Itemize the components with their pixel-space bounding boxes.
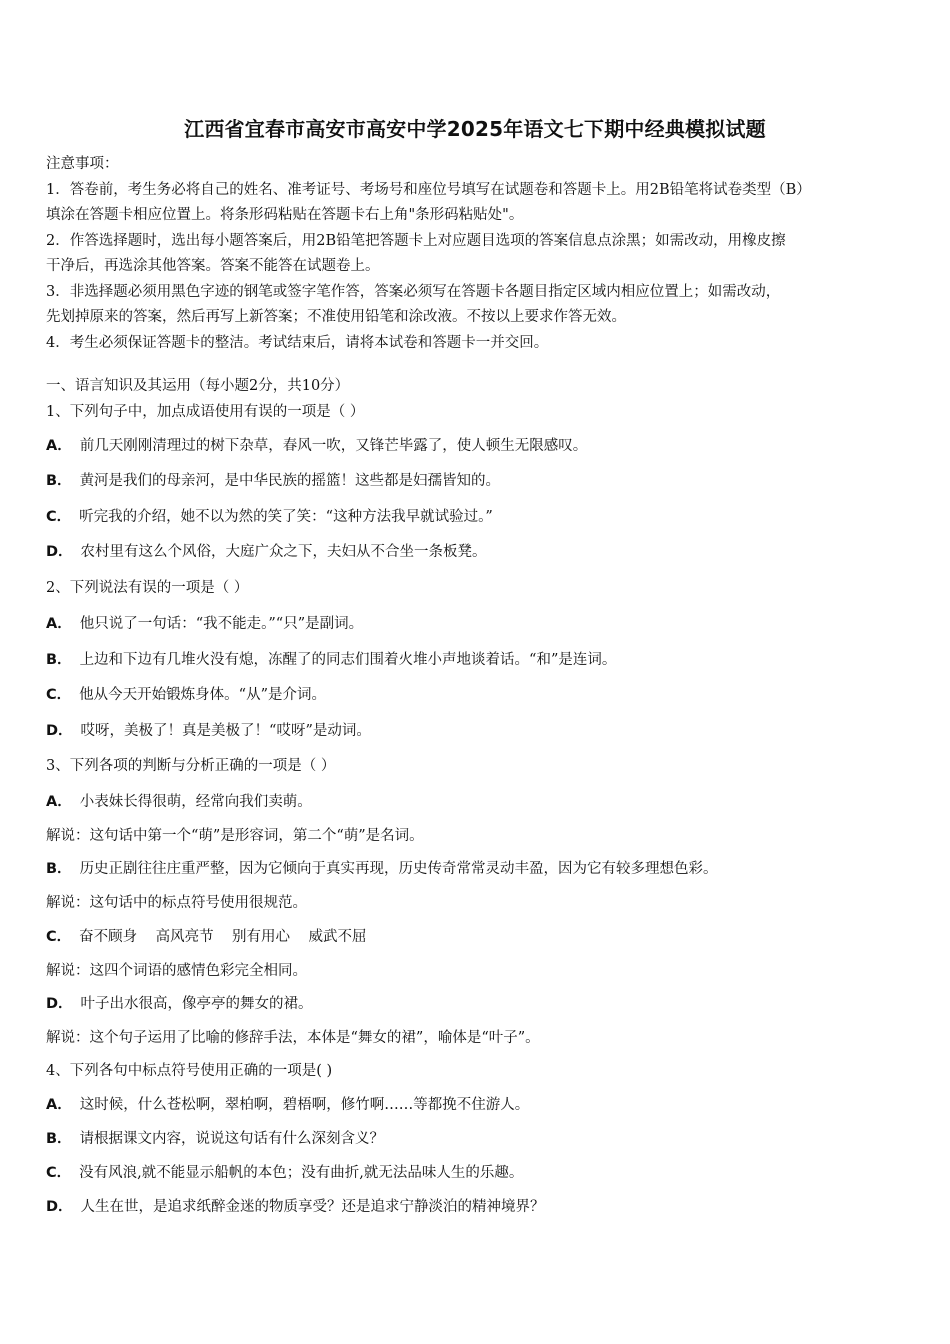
option-b: [46, 469, 500, 490]
option-c: [46, 683, 326, 704]
page-title: 江西省宜春市高安市高安中学2025年语文七下期中经典模拟试题: [184, 117, 766, 141]
option-c: [46, 925, 366, 946]
option-letter: B．: [46, 861, 72, 877]
option-text: 奋不顾身 高风亮节 别有用心 威武不屈: [79, 929, 367, 945]
option-d: [46, 992, 313, 1013]
option-text: 上边和下边有几堆火没有熄，冻醒了的同志们围着火堆小声地谈着话。“和”是连词。: [79, 652, 617, 668]
option-letter: C．: [46, 1165, 72, 1181]
option-text: 他从今天开始锻炼身体。“从”是介词。: [79, 687, 326, 703]
option-letter: A．: [46, 616, 72, 632]
option-letter: A．: [46, 1097, 72, 1113]
option-b: [46, 648, 616, 669]
option-text: 听完我的介绍，她不以为然的笑了笑：“这种方法我早就试验过。”: [79, 509, 493, 525]
notice-line: 4．考生必须保证答题卡的整洁。考试结束后，请将本试卷和答题卡一并交回。: [46, 334, 549, 351]
question-stem: 4、下列各句中标点符号使用正确的一项是( ): [46, 1063, 333, 1079]
option-d: [46, 719, 371, 740]
option-text: 请根据课文内容，说说这句话有什么深刻含义？: [79, 1131, 385, 1147]
question-stem: 3、下列各项的判断与分析正确的一项是（ ）: [46, 758, 336, 774]
option-letter: D．: [46, 996, 73, 1012]
option-letter: A．: [46, 438, 72, 454]
option-text: 哎呀，美极了！真是美极了！“哎呀”是动词。: [80, 723, 371, 739]
option-note: 解说：这四个词语的感情色彩完全相同。: [46, 963, 307, 979]
option-a: [46, 612, 363, 633]
option-a: [46, 790, 312, 811]
option-note: 解说：这个句子运用了比喻的修辞手法，本体是“舞女的裙”，喻体是“叶子”。: [46, 1030, 540, 1046]
option-letter: D．: [46, 1199, 73, 1215]
option-b: [46, 857, 718, 878]
notice-line: 1．答卷前，考生务必将自己的姓名、准考证号、考场号和座位号填写在试题卷和答题卡上。用2B铅笔将试卷类型（B）: [46, 181, 811, 198]
notice-line: 3．非选择题必须用黑色字迹的钢笔或签字笔作答，答案必须写在答题卡各题目指定区域内相应位置上；如需改动，: [46, 283, 781, 300]
option-letter: C．: [46, 687, 72, 703]
option-a: [46, 1093, 529, 1114]
option-text: 历史正剧往往庄重严整，因为它倾向于真实再现，历史传奇常常灵动丰盈，因为它有较多理想色彩。: [79, 861, 718, 877]
option-letter: D．: [46, 544, 73, 560]
option-letter: A．: [46, 794, 72, 810]
notice-block: [46, 152, 906, 356]
option-text: 这时候，什么苍松啊，翠柏啊，碧梧啊，修竹啊……等都挽不住游人。: [79, 1097, 530, 1113]
option-letter: C．: [46, 929, 72, 945]
option-c: [46, 1161, 523, 1182]
notice-line: 2．作答选择题时，选出每小题答案后，用2B铅笔把答题卡上对应题目选项的答案信息点涂黑；如需改动，用橡皮擦: [46, 232, 786, 249]
option-note: 解说：这句话中第一个“萌”是形容词，第二个“萌”是名词。: [46, 828, 424, 844]
notice-heading: 注意事项：: [46, 156, 119, 172]
question-stem: 2、下列说法有误的一项是（ ）: [46, 580, 249, 596]
option-text: 人生在世，是追求纸醉金迷的物质享受？还是追求宁静淡泊的精神境界？: [80, 1199, 545, 1215]
notice-line: 填涂在答题卡相应位置上。将条形码粘贴在答题卡右上角"条形码粘贴处"。: [46, 207, 524, 223]
option-letter: B．: [46, 473, 72, 489]
option-a: [46, 434, 587, 455]
question-stem: 1、下列句子中，加点成语使用有误的一项是（ ）: [46, 404, 365, 420]
option-c: [46, 505, 493, 526]
option-text: 黄河是我们的母亲河，是中华民族的摇篮！这些都是妇孺皆知的。: [79, 473, 501, 489]
option-letter: B．: [46, 652, 72, 668]
option-text: 他只说了一句话：“我不能走。”“只”是副词。: [79, 616, 364, 632]
option-text: 小表妹长得很萌，经常向我们卖萌。: [79, 794, 312, 810]
option-text: 前几天刚刚清理过的树下杂草，春风一吹，又锋芒毕露了，使人顿生无限感叹。: [79, 438, 588, 454]
option-b: [46, 1127, 384, 1148]
option-text: 没有风浪,就不能显示船帆的本色；没有曲折,就无法品味人生的乐趣。: [79, 1165, 524, 1181]
notice-line: 先划掉原来的答案，然后再写上新答案；不准使用铅笔和涂改液。不按以上要求作答无效。: [46, 309, 626, 325]
option-letter: B．: [46, 1131, 72, 1147]
option-letter: C．: [46, 509, 72, 525]
option-text: 农村里有这么个风俗，大庭广众之下，夫妇从不合坐一条板凳。: [80, 544, 487, 560]
option-d: [46, 540, 487, 561]
section-heading: 一、语言知识及其运用（每小题2分，共10分）: [46, 378, 350, 394]
option-letter: D．: [46, 723, 73, 739]
option-d: [46, 1195, 545, 1216]
option-note: 解说：这句话中的标点符号使用很规范。: [46, 895, 307, 911]
option-text: 叶子出水很高，像亭亭的舞女的裙。: [80, 996, 313, 1012]
notice-line: 干净后，再选涂其他答案。答案不能答在试题卷上。: [46, 258, 380, 274]
